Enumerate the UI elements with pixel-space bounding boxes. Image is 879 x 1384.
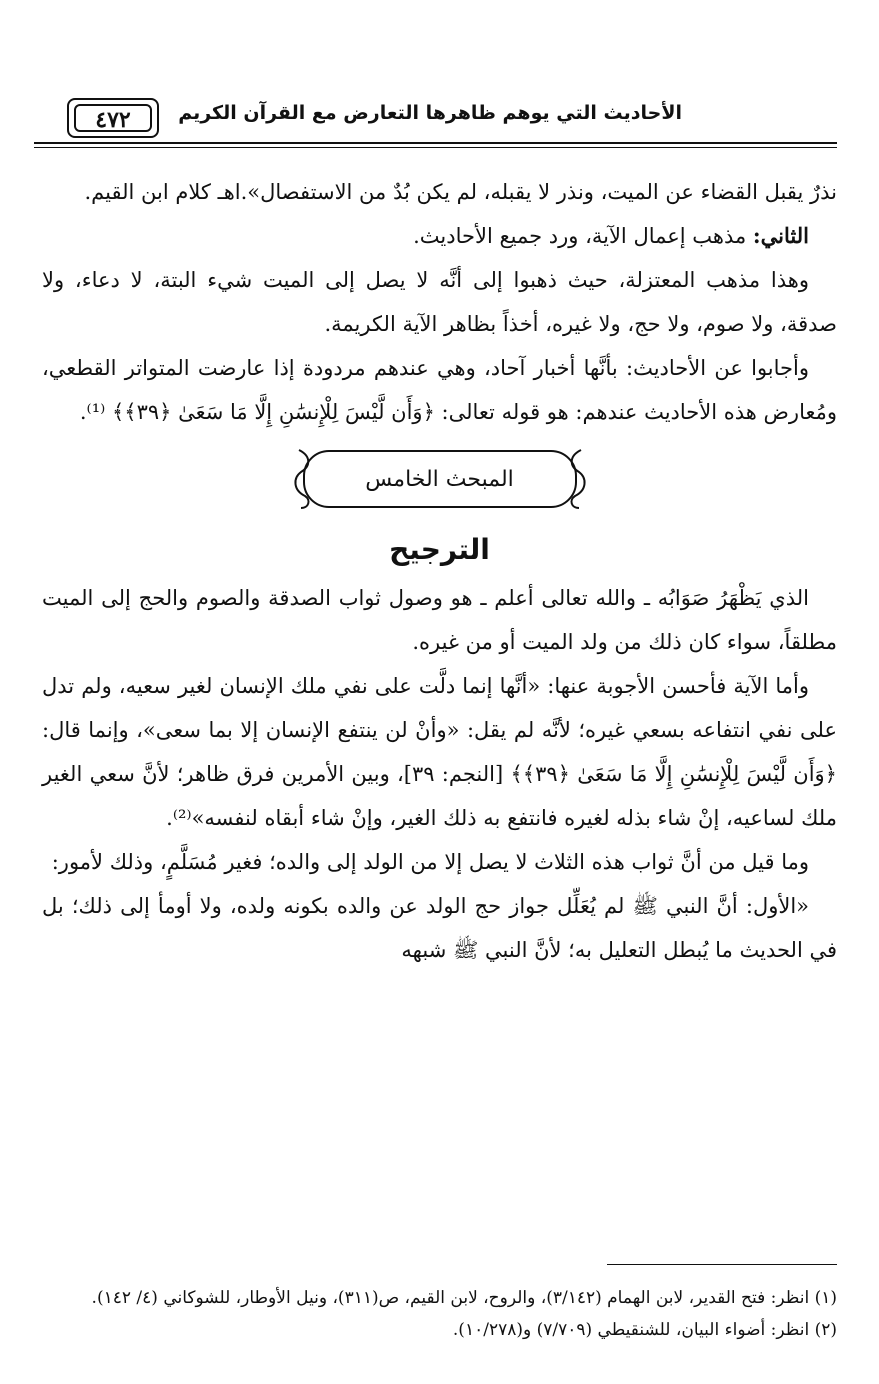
paragraph: وما قيل من أنَّ ثواب هذه الثلاث لا يصل إلا من الولد إلى والده؛ فغير مُسَلَّمٍ، وذلك لأمور: xyxy=(51,850,809,874)
paragraph: وهذا مذهب المعتزلة، حيث ذهبوا إلى أنَّه لا يصل إلى الميت شيء البتة، لا دعاء، ولا صدقة، ولا صوم، ولا حج، ولا غيره، أخذاً بظاهر الآية الكريمة. xyxy=(42,268,837,336)
book-page xyxy=(42,70,837,1344)
page-header xyxy=(42,70,837,140)
paragraph: وأجابوا عن الأحاديث: بأنَّها أخبار آحاد، وهي عندهم مردودة إذا عارضت المتواتر القطعي، ومُعارض هذه الأحاديث عندهم: هو قوله تعالى: ﴿وَأَن لَّيْسَ لِلْإِنسَٰنِ إِلَّا مَا سَعَىٰ ﴿٣٩﴾﴾ ⁽¹⁾. xyxy=(42,356,837,424)
paragraph: نذرٌ يقبل القضاء عن الميت، ونذر لا يقبله، لم يكن بُدٌ من الاستفصال».اهـ كلام ابن القيم. xyxy=(84,180,837,204)
paragraph: الذي يَظْهَرُ صَوَابُه ـ والله تعالى أعلم ـ هو وصول ثواب الصدقة والصوم والحج إلى الميت مطلقاً، سواء كان ذلك من ولد الميت أو من غيره. xyxy=(42,586,837,654)
footnotes xyxy=(42,1282,837,1346)
paragraph: وأما الآية فأحسن الأجوبة عنها: «أنَّها إنما دلَّت على نفي ملك الإنسان لغير سعيه، ولم تدل على نفي انتفاعه بسعي غيره؛ لأنَّه لم يقل: «وأنْ لن ينتفع الإنسان إلا بما سعى»، وإنما قال: ﴿وَأَن لَّيْسَ لِلْإِنسَٰنِ إِلَّا مَا سَعَىٰ ﴿٣٩﴾﴾ [النجم: ٣٩]، وبين الأمرين فرق ظاهر؛ لأنَّ سعي الغير ملك لساعيه، إنْ شاء بذله لغيره فانتفع به ذلك الغير، وإنْ شاء أبقاه لنفسه»⁽²⁾. xyxy=(42,674,837,830)
paragraph-lead: الثاني: xyxy=(752,223,809,248)
main-text xyxy=(42,170,837,972)
footnote: (٢) انظر: أضواء البيان، للشنقيطي (٧/٧٠٩) و(١٠/٢٧٨). xyxy=(452,1320,837,1340)
section-title: الترجيح xyxy=(389,533,490,566)
footnote: (١) انظر: فتح القدير، لابن الهمام (٣/١٤٢)، والروح، لابن القيم، ص(٣١١)، ونيل الأوطار، للشوكاني (٤/ ١٤٢). xyxy=(91,1288,837,1308)
scroll-ornament-right xyxy=(567,446,589,512)
section-label: المبحث الخامس xyxy=(365,466,514,492)
running-title: الأحاديث التي يوهم ظاهرها التعارض مع القرآن الكريم xyxy=(178,102,682,124)
header-rule xyxy=(34,142,837,144)
footnote-rule xyxy=(607,1264,837,1265)
paragraph-text: مذهب إعمال الآية، ورد جميع الأحاديث. xyxy=(413,224,753,248)
section-heading-box xyxy=(303,450,577,508)
page-number: ٤٧٢ xyxy=(74,104,152,132)
section-heading-wrap xyxy=(42,434,837,524)
paragraph: «الأول: أنَّ النبي ﷺ لم يُعَلِّل جواز حج الولد عن والده بكونه ولده، ولا أومأ إلى ذلك؛ بل في الحديث ما يُبطل التعليل به؛ لأنَّ النبي ﷺ شبهه xyxy=(42,894,837,962)
page-number-box xyxy=(67,98,159,138)
header-rule-thin xyxy=(34,147,837,148)
scroll-ornament-left xyxy=(291,446,313,512)
paragraph xyxy=(42,214,837,258)
